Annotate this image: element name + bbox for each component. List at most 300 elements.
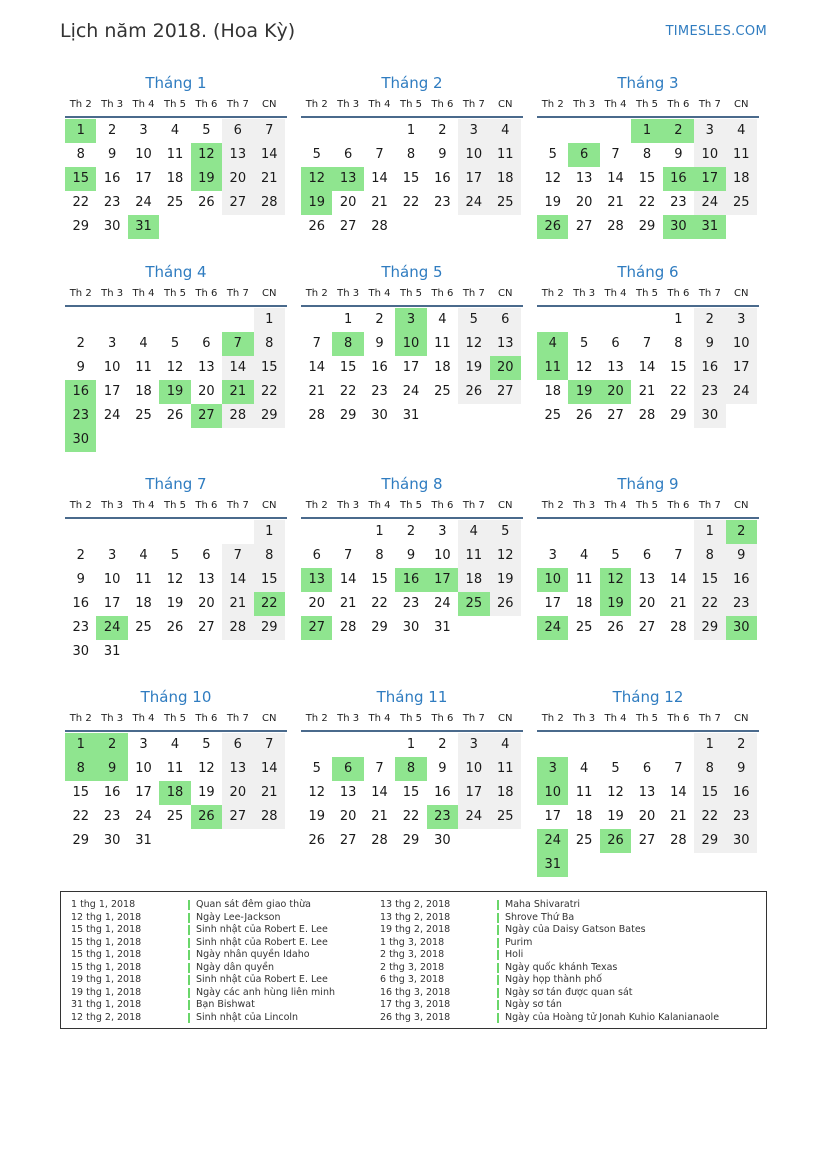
weekday-label: Th 4 xyxy=(604,288,627,299)
day-cell: 23 xyxy=(694,380,725,404)
day-cell: 25 xyxy=(726,191,757,215)
month-block xyxy=(537,474,759,640)
day-cell: 5 xyxy=(579,336,589,351)
day-cell: 2 xyxy=(375,312,384,327)
day-cell: 26 xyxy=(458,380,489,404)
day-cell: 10 xyxy=(103,360,121,375)
day-cell: 6 xyxy=(312,548,321,563)
day-cell: 26 xyxy=(607,620,624,635)
weekday-label: CN xyxy=(734,713,749,724)
weekday-label: CN xyxy=(734,99,749,110)
holiday-day-cell: 6 xyxy=(332,757,363,781)
month-block xyxy=(537,262,759,428)
day-cell: 19 xyxy=(490,568,521,592)
day-cell: 28 xyxy=(607,219,624,234)
month-block xyxy=(301,474,523,640)
day-cell: 21 xyxy=(339,596,357,611)
legend-marker xyxy=(497,975,499,985)
day-cell: 22 xyxy=(694,805,725,829)
weekday-header xyxy=(65,711,287,732)
day-cell: 11 xyxy=(726,143,757,167)
day-cell: 27 xyxy=(339,833,357,848)
weekday-label: Th 3 xyxy=(101,500,124,511)
day-cell: 7 xyxy=(222,544,253,568)
days-grid xyxy=(65,119,287,239)
legend-marker xyxy=(188,925,190,935)
holiday-day-cell: 25 xyxy=(458,592,489,616)
holiday-day-cell: 2 xyxy=(96,733,127,757)
weekday-label: Th 3 xyxy=(337,500,360,511)
holiday-day-cell: 2 xyxy=(726,520,757,544)
day-cell: 17 xyxy=(103,596,121,611)
day-cell: 12 xyxy=(458,332,489,356)
holiday-day-cell: 12 xyxy=(191,143,222,167)
weekday-label: CN xyxy=(498,500,513,511)
day-cell: 28 xyxy=(670,620,687,635)
day-cell: 28 xyxy=(339,620,357,635)
day-cell: 5 xyxy=(170,336,180,351)
weekday-label: Th 4 xyxy=(368,288,391,299)
empty-cell xyxy=(96,308,127,332)
day-cell: 20 xyxy=(222,781,253,805)
holiday-day-cell: 19 xyxy=(301,191,332,215)
day-cell: 4 xyxy=(438,312,447,327)
day-cell: 20 xyxy=(198,384,215,399)
day-cell: 6 xyxy=(490,308,521,332)
day-cell: 17 xyxy=(544,596,561,611)
day-cell: 3 xyxy=(139,123,148,138)
day-cell: 26 xyxy=(166,620,184,635)
day-cell: 24 xyxy=(135,195,152,210)
day-cell: 16 xyxy=(726,568,757,592)
day-cell: 23 xyxy=(72,620,89,635)
weekday-label: CN xyxy=(262,99,277,110)
day-cell: 18 xyxy=(135,384,152,399)
weekday-label: Th 5 xyxy=(635,288,658,299)
day-cell: 23 xyxy=(670,195,687,210)
day-cell: 21 xyxy=(254,167,285,191)
legend-date: 16 thg 3, 2018 xyxy=(380,986,451,998)
weekday-label: Th 4 xyxy=(132,713,155,724)
weekday-label: Th 7 xyxy=(462,500,485,511)
weekday-label: Th 6 xyxy=(431,500,454,511)
day-cell: 3 xyxy=(107,548,117,563)
day-cell: 30 xyxy=(72,644,89,659)
day-cell: 31 xyxy=(135,833,152,848)
holiday-day-cell: 13 xyxy=(332,167,363,191)
month-name: Tháng 1 xyxy=(145,74,207,92)
day-cell: 27 xyxy=(638,620,656,635)
day-cell: 7 xyxy=(343,548,353,563)
empty-cell xyxy=(222,520,253,544)
day-cell: 24 xyxy=(103,408,121,423)
day-cell: 8 xyxy=(254,544,285,568)
day-cell: 26 xyxy=(490,592,521,616)
empty-cell xyxy=(631,520,662,544)
empty-cell xyxy=(364,119,395,143)
day-cell: 15 xyxy=(694,781,725,805)
day-cell: 21 xyxy=(254,781,285,805)
legend-marker xyxy=(497,900,499,910)
holiday-day-cell: 1 xyxy=(65,733,96,757)
legend-holiday-name: Quan sát đêm giao thừa xyxy=(196,899,311,910)
day-cell: 30 xyxy=(402,620,420,635)
weekday-header xyxy=(301,97,523,118)
legend-row xyxy=(380,899,760,912)
day-cell: 14 xyxy=(638,360,656,375)
legend-holiday-name: Sinh nhật của Robert E. Lee xyxy=(196,936,328,948)
month-block xyxy=(65,687,287,853)
day-cell: 28 xyxy=(222,404,253,428)
legend-row xyxy=(71,1012,401,1025)
legend-row xyxy=(71,899,401,912)
legend-date: 1 thg 1, 2018 xyxy=(71,899,136,910)
holiday-day-cell: 17 xyxy=(427,568,458,592)
day-cell: 14 xyxy=(339,572,357,587)
legend-holiday-name: Ngày Lee-Jackson xyxy=(196,911,281,923)
weekday-label: Th 6 xyxy=(667,713,690,724)
weekday-label: Th 5 xyxy=(399,713,422,724)
weekday-label: Th 2 xyxy=(305,99,328,110)
day-cell: 22 xyxy=(402,195,420,210)
day-cell: 11 xyxy=(490,143,521,167)
day-cell: 10 xyxy=(103,572,121,587)
day-cell: 24 xyxy=(135,809,152,824)
day-cell: 22 xyxy=(402,809,420,824)
day-cell: 25 xyxy=(166,195,184,210)
legend-date: 19 thg 1, 2018 xyxy=(71,974,142,985)
day-cell: 27 xyxy=(638,833,656,848)
day-cell: 25 xyxy=(490,191,521,215)
day-cell: 16 xyxy=(694,356,725,380)
day-cell: 26 xyxy=(166,408,184,423)
weekday-label: Th 2 xyxy=(305,288,328,299)
holiday-legend xyxy=(60,891,767,1029)
day-cell: 27 xyxy=(198,620,215,635)
weekday-label: Th 6 xyxy=(195,713,218,724)
holiday-day-cell: 7 xyxy=(222,332,253,356)
day-cell: 22 xyxy=(339,384,357,399)
weekday-label: Th 6 xyxy=(195,288,218,299)
weekday-header xyxy=(65,498,287,519)
day-cell: 1 xyxy=(694,520,725,544)
day-cell: 17 xyxy=(135,785,152,800)
holiday-day-cell: 6 xyxy=(568,143,599,167)
day-cell: 28 xyxy=(670,833,687,848)
day-cell: 18 xyxy=(166,171,184,186)
legend-column-right xyxy=(380,899,760,1024)
weekday-label: Th 2 xyxy=(305,500,328,511)
empty-cell xyxy=(663,520,694,544)
day-cell: 4 xyxy=(139,548,148,563)
day-cell: 29 xyxy=(371,620,388,635)
day-cell: 21 xyxy=(607,195,624,210)
weekday-label: Th 4 xyxy=(604,713,627,724)
day-cell: 13 xyxy=(638,572,656,587)
day-cell: 26 xyxy=(198,195,215,210)
day-cell: 5 xyxy=(202,123,211,138)
day-cell: 23 xyxy=(371,384,388,399)
legend-holiday-name: Sinh nhật của Robert E. Lee xyxy=(196,974,328,985)
weekday-label: Th 7 xyxy=(462,99,485,110)
day-cell: 5 xyxy=(170,548,180,563)
holiday-day-cell: 20 xyxy=(490,356,521,380)
day-cell: 12 xyxy=(198,761,215,776)
empty-cell xyxy=(600,733,631,757)
weekday-label: Th 4 xyxy=(604,99,627,110)
holiday-day-cell: 9 xyxy=(96,757,127,781)
holiday-day-cell: 20 xyxy=(600,380,631,404)
weekday-label: Th 6 xyxy=(431,713,454,724)
day-cell: 1 xyxy=(674,312,683,327)
weekday-label: Th 6 xyxy=(667,500,690,511)
day-cell: 8 xyxy=(375,548,384,563)
day-cell: 18 xyxy=(544,384,561,399)
day-cell: 20 xyxy=(638,809,656,824)
legend-date: 19 thg 2, 2018 xyxy=(380,924,451,935)
day-cell: 21 xyxy=(638,384,656,399)
day-cell: 13 xyxy=(222,143,253,167)
day-cell: 30 xyxy=(103,219,121,234)
weekday-header xyxy=(537,97,759,118)
legend-date: 15 thg 1, 2018 xyxy=(71,936,142,948)
legend-marker xyxy=(497,938,499,948)
weekday-label: Th 5 xyxy=(163,99,186,110)
legend-row xyxy=(71,912,401,925)
day-cell: 6 xyxy=(642,548,652,563)
legend-date: 12 thg 2, 2018 xyxy=(71,1011,142,1023)
weekday-label: CN xyxy=(498,713,513,724)
empty-cell xyxy=(222,308,253,332)
days-grid xyxy=(537,308,759,428)
day-cell: 4 xyxy=(579,761,589,776)
legend-row xyxy=(71,999,401,1012)
day-cell: 11 xyxy=(166,761,184,776)
days-grid xyxy=(301,733,523,853)
legend-marker xyxy=(497,950,499,960)
day-cell: 9 xyxy=(107,147,117,162)
day-cell: 15 xyxy=(339,360,357,375)
holiday-day-cell: 27 xyxy=(191,404,222,428)
empty-cell xyxy=(128,520,159,544)
day-cell: 2 xyxy=(438,737,447,752)
day-cell: 16 xyxy=(72,596,89,611)
days-grid xyxy=(301,520,523,640)
day-cell: 5 xyxy=(458,308,489,332)
day-cell: 7 xyxy=(254,119,285,143)
day-cell: 7 xyxy=(375,761,384,776)
day-cell: 29 xyxy=(638,219,656,234)
weekday-header xyxy=(537,286,759,307)
day-cell: 15 xyxy=(72,785,89,800)
day-cell: 27 xyxy=(607,408,624,423)
day-cell: 28 xyxy=(222,616,253,640)
legend-date: 13 thg 2, 2018 xyxy=(380,911,451,923)
weekday-label: CN xyxy=(734,288,749,299)
day-cell: 28 xyxy=(308,408,325,423)
days-grid xyxy=(537,520,759,640)
day-cell: 15 xyxy=(254,568,285,592)
day-cell: 19 xyxy=(607,809,624,824)
holiday-day-cell: 19 xyxy=(159,380,190,404)
legend-holiday-name: Shrove Thứ Ba xyxy=(505,911,575,923)
days-grid xyxy=(537,119,759,239)
holiday-day-cell: 26 xyxy=(537,215,568,239)
day-cell: 4 xyxy=(579,548,589,563)
legend-marker xyxy=(188,1013,190,1023)
day-cell: 2 xyxy=(76,336,85,351)
day-cell: 24 xyxy=(458,191,489,215)
day-cell: 29 xyxy=(402,833,420,848)
empty-cell xyxy=(537,308,568,332)
holiday-day-cell: 16 xyxy=(395,568,426,592)
holiday-day-cell: 21 xyxy=(222,380,253,404)
day-cell: 25 xyxy=(490,805,521,829)
day-cell: 10 xyxy=(135,147,152,162)
day-cell: 25 xyxy=(434,384,451,399)
day-cell: 7 xyxy=(254,733,285,757)
day-cell: 15 xyxy=(402,171,420,186)
weekday-label: Th 2 xyxy=(69,288,92,299)
day-cell: 8 xyxy=(694,757,725,781)
weekday-label: CN xyxy=(262,500,277,511)
day-cell: 4 xyxy=(170,737,180,752)
day-cell: 28 xyxy=(254,191,285,215)
day-cell: 17 xyxy=(458,781,489,805)
brand-link[interactable]: TIMESLES.COM xyxy=(665,24,767,39)
legend-marker xyxy=(497,988,499,998)
weekday-label: Th 2 xyxy=(69,713,92,724)
day-cell: 12 xyxy=(166,572,184,587)
day-cell: 20 xyxy=(308,596,325,611)
month-name: Tháng 4 xyxy=(145,263,207,281)
weekday-label: Th 6 xyxy=(667,288,690,299)
day-cell: 11 xyxy=(575,785,593,800)
month-block xyxy=(301,73,523,239)
holiday-day-cell: 26 xyxy=(191,805,222,829)
legend-marker xyxy=(188,975,190,985)
day-cell: 7 xyxy=(674,761,683,776)
month-block xyxy=(301,687,523,853)
day-cell: 17 xyxy=(103,384,121,399)
day-cell: 11 xyxy=(458,544,489,568)
day-cell: 22 xyxy=(638,195,656,210)
empty-cell xyxy=(600,119,631,143)
day-cell: 26 xyxy=(308,833,325,848)
holiday-day-cell: 22 xyxy=(254,592,285,616)
month-block xyxy=(537,687,759,877)
month-block xyxy=(537,73,759,239)
day-cell: 9 xyxy=(726,544,757,568)
day-cell: 21 xyxy=(308,384,325,399)
day-cell: 5 xyxy=(611,548,620,563)
weekday-label: CN xyxy=(498,288,513,299)
day-cell: 22 xyxy=(694,592,725,616)
days-grid xyxy=(301,308,523,428)
day-cell: 8 xyxy=(76,147,85,162)
day-cell: 9 xyxy=(438,147,447,162)
weekday-header xyxy=(65,97,287,118)
empty-cell xyxy=(332,733,363,757)
day-cell: 24 xyxy=(434,596,451,611)
empty-cell xyxy=(537,520,568,544)
legend-row xyxy=(380,937,760,950)
holiday-day-cell: 3 xyxy=(395,308,426,332)
month-name: Tháng 10 xyxy=(140,688,212,706)
month-name: Tháng 8 xyxy=(381,475,443,493)
weekday-label: Th 4 xyxy=(368,713,391,724)
day-cell: 24 xyxy=(402,384,420,399)
day-cell: 12 xyxy=(166,360,184,375)
holiday-day-cell: 8 xyxy=(332,332,363,356)
day-cell: 27 xyxy=(222,805,253,829)
weekday-header xyxy=(537,711,759,732)
day-cell: 6 xyxy=(202,548,211,563)
day-cell: 3 xyxy=(458,119,489,143)
day-cell: 9 xyxy=(694,332,725,356)
weekday-label: Th 5 xyxy=(635,713,658,724)
weekday-label: Th 7 xyxy=(226,500,249,511)
holiday-day-cell: 31 xyxy=(694,215,725,239)
empty-cell xyxy=(65,520,96,544)
day-cell: 13 xyxy=(638,785,656,800)
day-cell: 3 xyxy=(438,524,447,539)
day-cell: 27 xyxy=(575,219,593,234)
day-cell: 30 xyxy=(694,404,725,428)
day-cell: 24 xyxy=(726,380,757,404)
legend-marker xyxy=(497,925,499,935)
day-cell: 31 xyxy=(434,620,451,635)
day-cell: 2 xyxy=(406,524,416,539)
weekday-label: Th 7 xyxy=(226,288,249,299)
day-cell: 10 xyxy=(434,548,451,563)
weekday-label: Th 3 xyxy=(101,713,124,724)
day-cell: 20 xyxy=(575,195,593,210)
legend-marker xyxy=(497,1013,499,1023)
day-cell: 9 xyxy=(76,360,85,375)
day-cell: 8 xyxy=(642,147,652,162)
holiday-day-cell: 19 xyxy=(191,167,222,191)
day-cell: 18 xyxy=(434,360,451,375)
day-cell: 10 xyxy=(458,143,489,167)
day-cell: 4 xyxy=(726,119,757,143)
day-cell: 18 xyxy=(490,781,521,805)
month-name: Tháng 2 xyxy=(381,74,443,92)
day-cell: 26 xyxy=(308,219,325,234)
legend-holiday-name: Sinh nhật của Lincoln xyxy=(196,1011,299,1023)
legend-date: 1 thg 3, 2018 xyxy=(380,936,445,948)
weekday-label: Th 5 xyxy=(399,99,422,110)
day-cell: 7 xyxy=(674,548,683,563)
day-cell: 4 xyxy=(490,733,521,757)
day-cell: 4 xyxy=(139,336,148,351)
day-cell: 25 xyxy=(135,620,152,635)
legend-row xyxy=(71,949,401,962)
day-cell: 11 xyxy=(575,572,593,587)
weekday-header xyxy=(65,286,287,307)
weekday-label: Th 3 xyxy=(101,99,124,110)
day-cell: 25 xyxy=(166,809,184,824)
day-cell: 21 xyxy=(670,596,687,611)
legend-date: 17 thg 3, 2018 xyxy=(380,999,451,1010)
legend-row xyxy=(380,962,760,975)
month-block xyxy=(65,262,287,452)
holiday-day-cell: 8 xyxy=(395,757,426,781)
legend-marker xyxy=(188,950,190,960)
legend-date: 26 thg 3, 2018 xyxy=(380,1011,451,1023)
day-cell: 21 xyxy=(371,809,388,824)
day-cell: 15 xyxy=(254,356,285,380)
